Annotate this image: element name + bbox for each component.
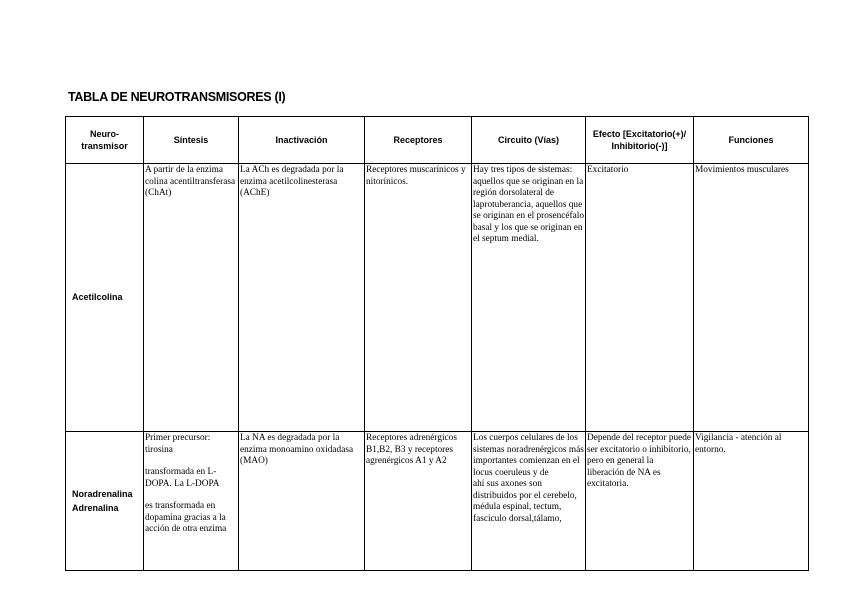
cell-efecto: Depende del receptor puede ser excitatorio o inhibitorio, pero en general la liberación de NA es excitatoria. bbox=[586, 432, 694, 571]
cell-efecto: Excitatorio bbox=[586, 164, 694, 432]
cell-inactivacion: La ACh es degradada por la enzima acetilcolinesterasa (AChE) bbox=[239, 164, 365, 432]
header-inactivacion: Inactivación bbox=[239, 117, 365, 164]
header-neurotransmisor-line2: transmisor bbox=[81, 141, 128, 151]
sintesis-paragraph-3: es transformada en dopamina gracias a la bbox=[145, 501, 226, 523]
name-adrenalina: Adrenalina bbox=[72, 502, 119, 513]
cell-receptores: Receptores adrenérgicos B1,B2, B3 y receptores agrenérgicos A1 y A2 bbox=[365, 432, 472, 571]
header-funciones: Funciones bbox=[694, 117, 809, 164]
cell-sintesis: A partir de la enzima colina acentiltransferasa (ChAt) bbox=[144, 164, 239, 432]
cell-receptores: Receptores muscarínicos y nitorínicos. bbox=[365, 164, 472, 432]
header-receptores: Receptores bbox=[365, 117, 472, 164]
sintesis-paragraph-4: acción de otra enzima bbox=[145, 524, 227, 535]
header-neurotransmisor bbox=[66, 117, 144, 164]
cell-sintesis bbox=[144, 432, 239, 571]
sintesis-paragraph-1: Primer precursor: tirosina bbox=[145, 433, 211, 455]
cell-circuito bbox=[472, 432, 586, 571]
circuito-paragraph-2: ahí sus axones son distribuidos por el cerebelo, médula espinal, tectum, fascículo dorsal,tálamo, bbox=[473, 479, 577, 524]
header-row bbox=[66, 117, 809, 164]
header-neurotransmisor-line1: Neuro- bbox=[90, 128, 119, 139]
header-sintesis: Síntesis bbox=[144, 117, 239, 164]
cell-name-acetilcolina: Acetilcolina bbox=[66, 164, 144, 432]
table-row-noradrenalina bbox=[66, 432, 809, 571]
cell-funciones: Vigilancia - atención al entorno. bbox=[694, 432, 809, 571]
cell-funciones: Movimientos musculares bbox=[694, 164, 809, 432]
document-title: TABLA DE NEUROTRANSMISORES (I) bbox=[68, 90, 286, 104]
neurotransmitter-table bbox=[65, 116, 809, 571]
sintesis-paragraph-2: transformada en L-DOPA. La L-DOPA bbox=[145, 467, 220, 489]
header-efecto-line1: Efecto [Excitatorio(+)/ bbox=[592, 128, 687, 139]
cell-name-noradrenalina bbox=[66, 432, 144, 571]
table-row-acetilcolina bbox=[66, 164, 809, 432]
name-noradrenalina: Noradrenalina bbox=[72, 489, 133, 499]
header-efecto bbox=[586, 117, 694, 164]
header-efecto-line2: Inhibitorio(-)] bbox=[611, 141, 668, 151]
header-circuito: Circuito (Vías) bbox=[472, 117, 586, 164]
circuito-paragraph-1: Los cuerpos celulares de los sistemas noradrenérgicos más importantes comienzan en el locus coeruleus y de bbox=[473, 433, 584, 478]
cell-inactivacion: La NA es degradada por la enzima monoamino oxidadasa (MAO) bbox=[239, 432, 365, 571]
cell-circuito: Hay tres tipos de sistemas: aquellos que se originan en la región dorsolateral de laprotuberancia, aquellos que se originan en el prosencéfalo basal y los que se originan en el septum medial. bbox=[472, 164, 586, 432]
